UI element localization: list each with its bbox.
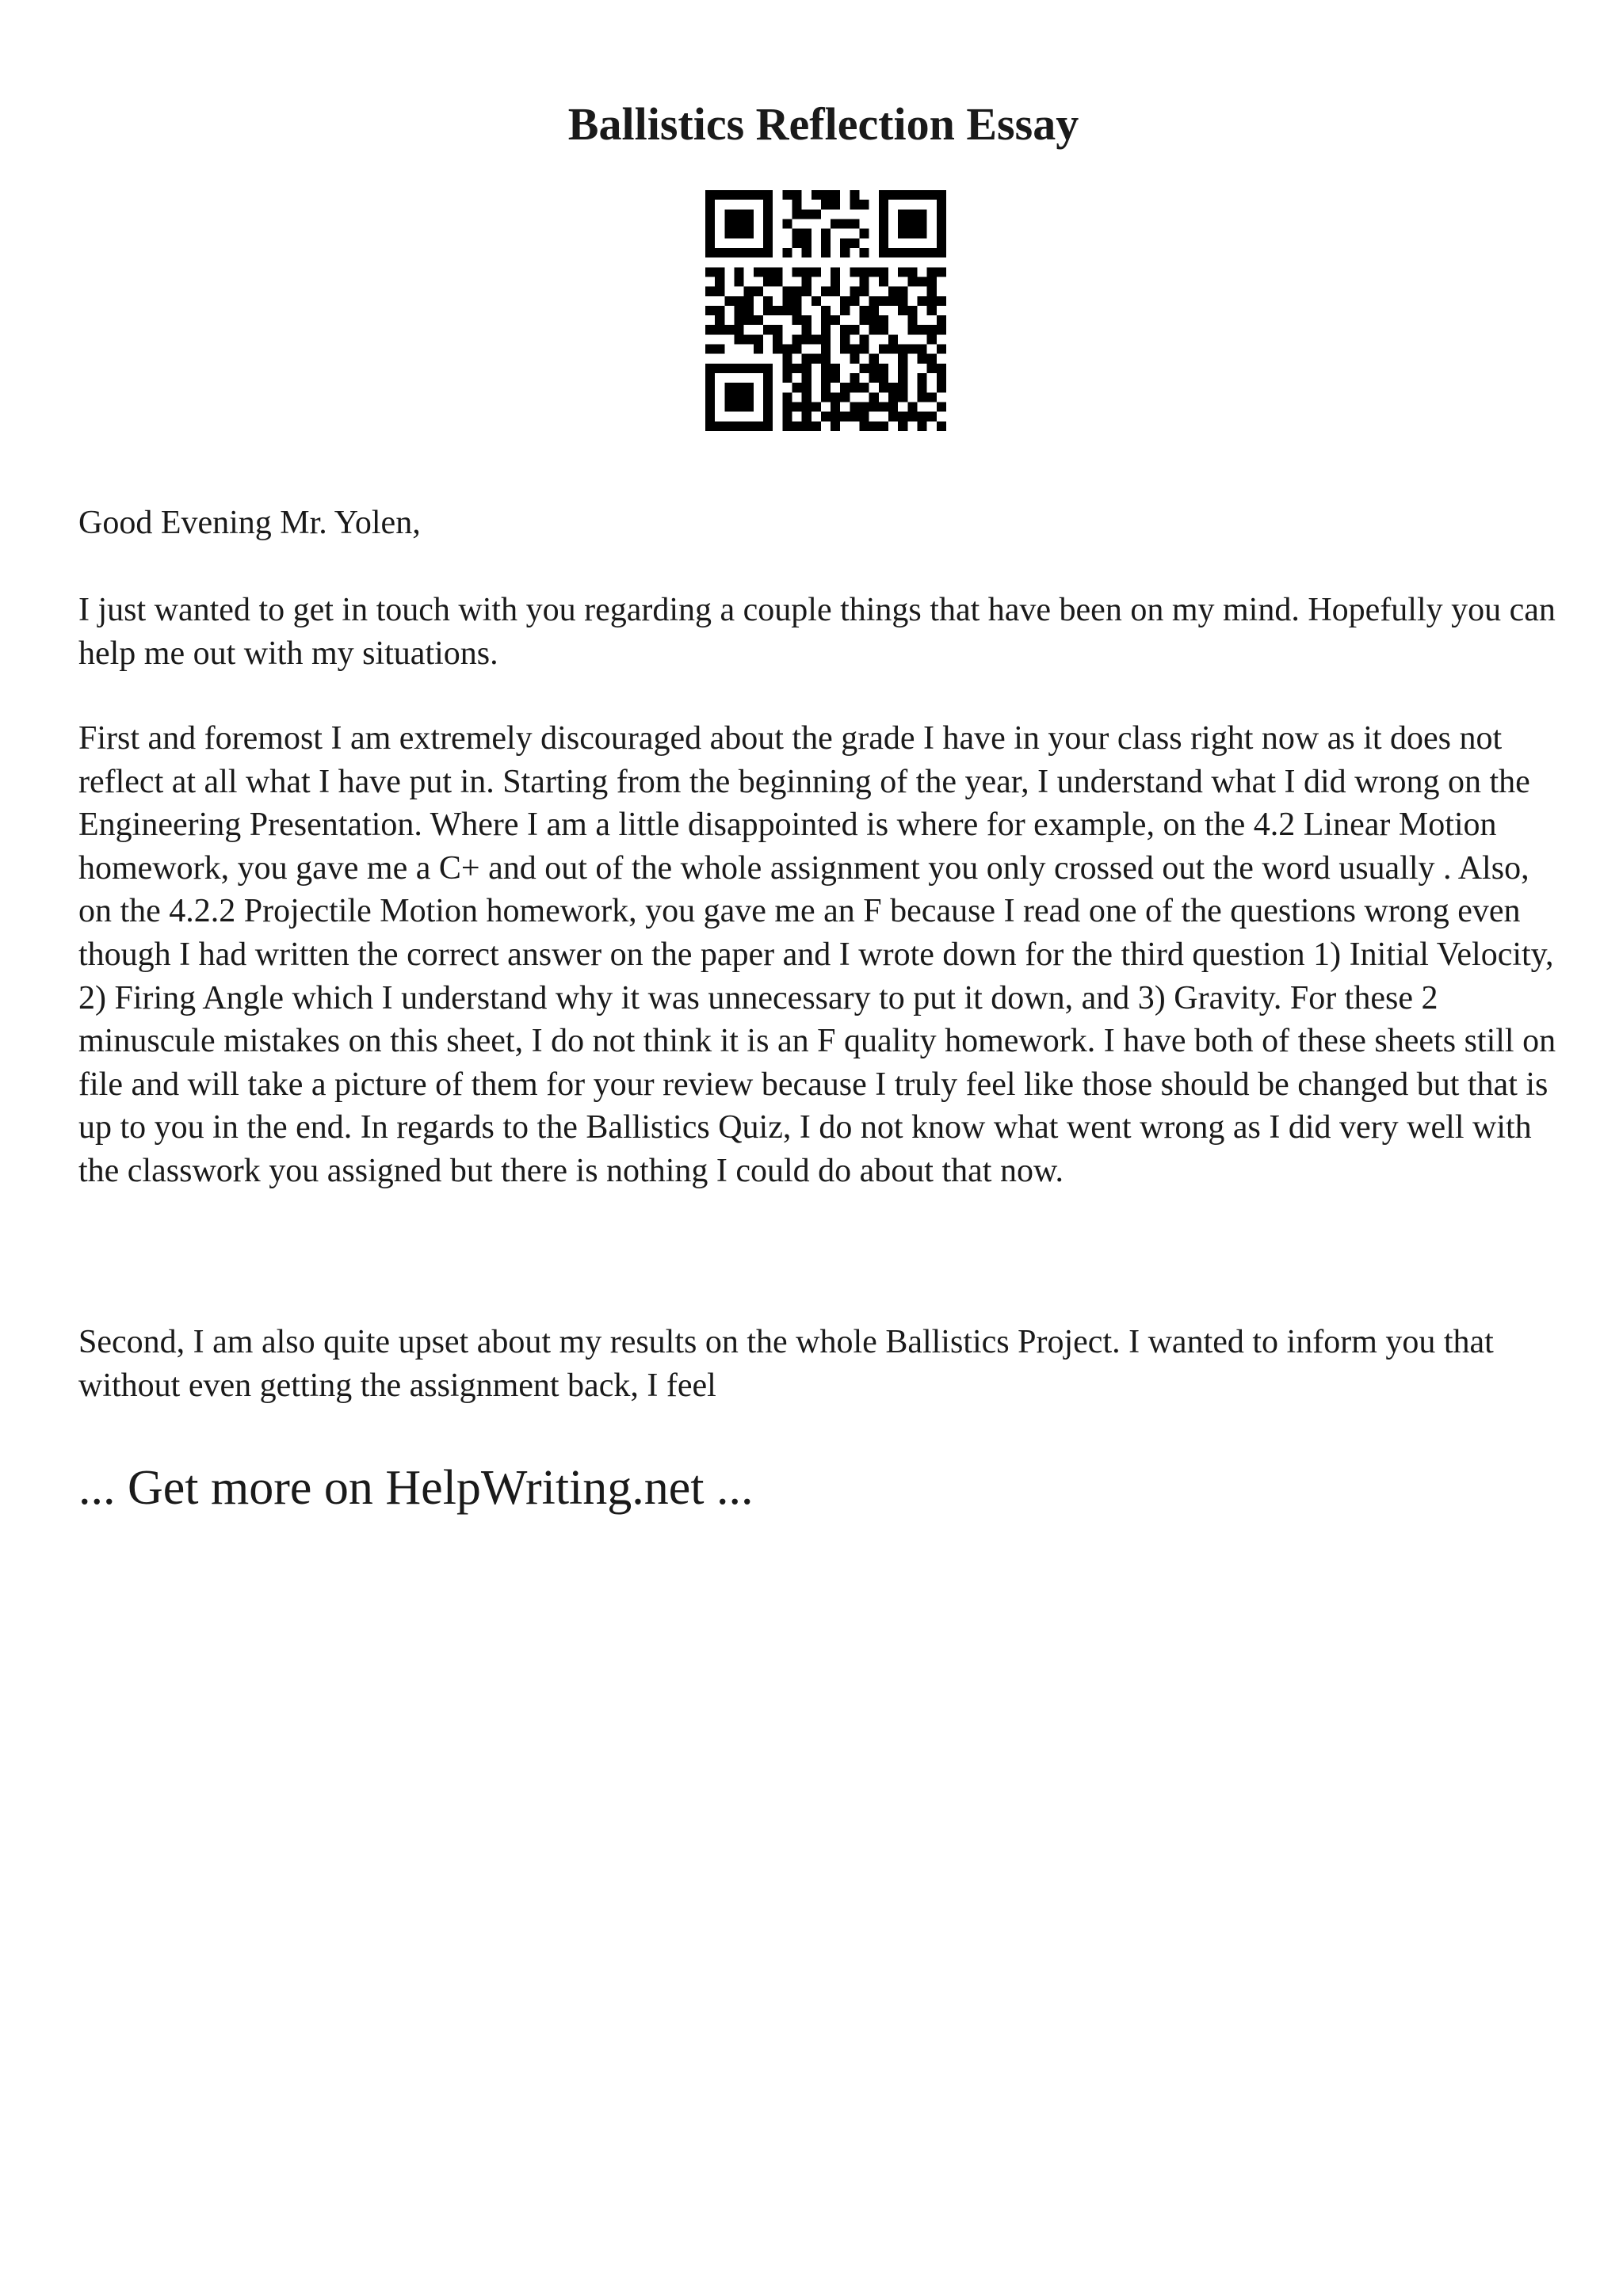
greeting: Good Evening Mr. Yolen,	[78, 505, 421, 541]
qr-code-icon	[705, 190, 946, 431]
paragraph-project: Second, I am also quite upset about my results on the whole Ballistics Project. I wanted to inform you that without even getting the assignment back, I feel	[78, 1324, 1494, 1404]
get-more-link[interactable]: ... Get more on HelpWriting.net ...	[78, 1461, 754, 1515]
paragraph-grades: First and foremost I am extremely discouraged about the grade I have in your class right now as it does not reflect at all what I have put in. Starting from the beginning of the year, I understand what I did wrong on the Engineering Presentation. Where I am a little disappointed is where for example, on the 4.2 Linear Motion homework, you gave me a C+ and out of the whole assignment you only crossed out the word usually . Also, on the 4.2.2 Projectile Motion homework, you gave me an F because I read one of the questions wrong even though I had written the correct answer on the paper and I wrote down for the third question 1) Initial Velocity, 2) Firing Angle which I understand why it was unnecessary to put it down, and 3) Gravity. For these 2 minuscule mistakes on this sheet, I do not think it is an F quality homework. I have both of these sheets still on file and will take a picture of them for your review because I truly feel like those should be changed but that is up to you in the end. In regards to the Ballistics Quiz, I do not know what went wrong as I did very well with the classwork you assigned but there is nothing I could do about that now.	[78, 720, 1556, 1189]
document-title: Ballistics Reflection Essay	[567, 98, 1079, 150]
paragraph-intro: I just wanted to get in touch with you regarding a couple things that have been on my mind. Hopefully you can help me out with my situations.	[78, 592, 1556, 672]
